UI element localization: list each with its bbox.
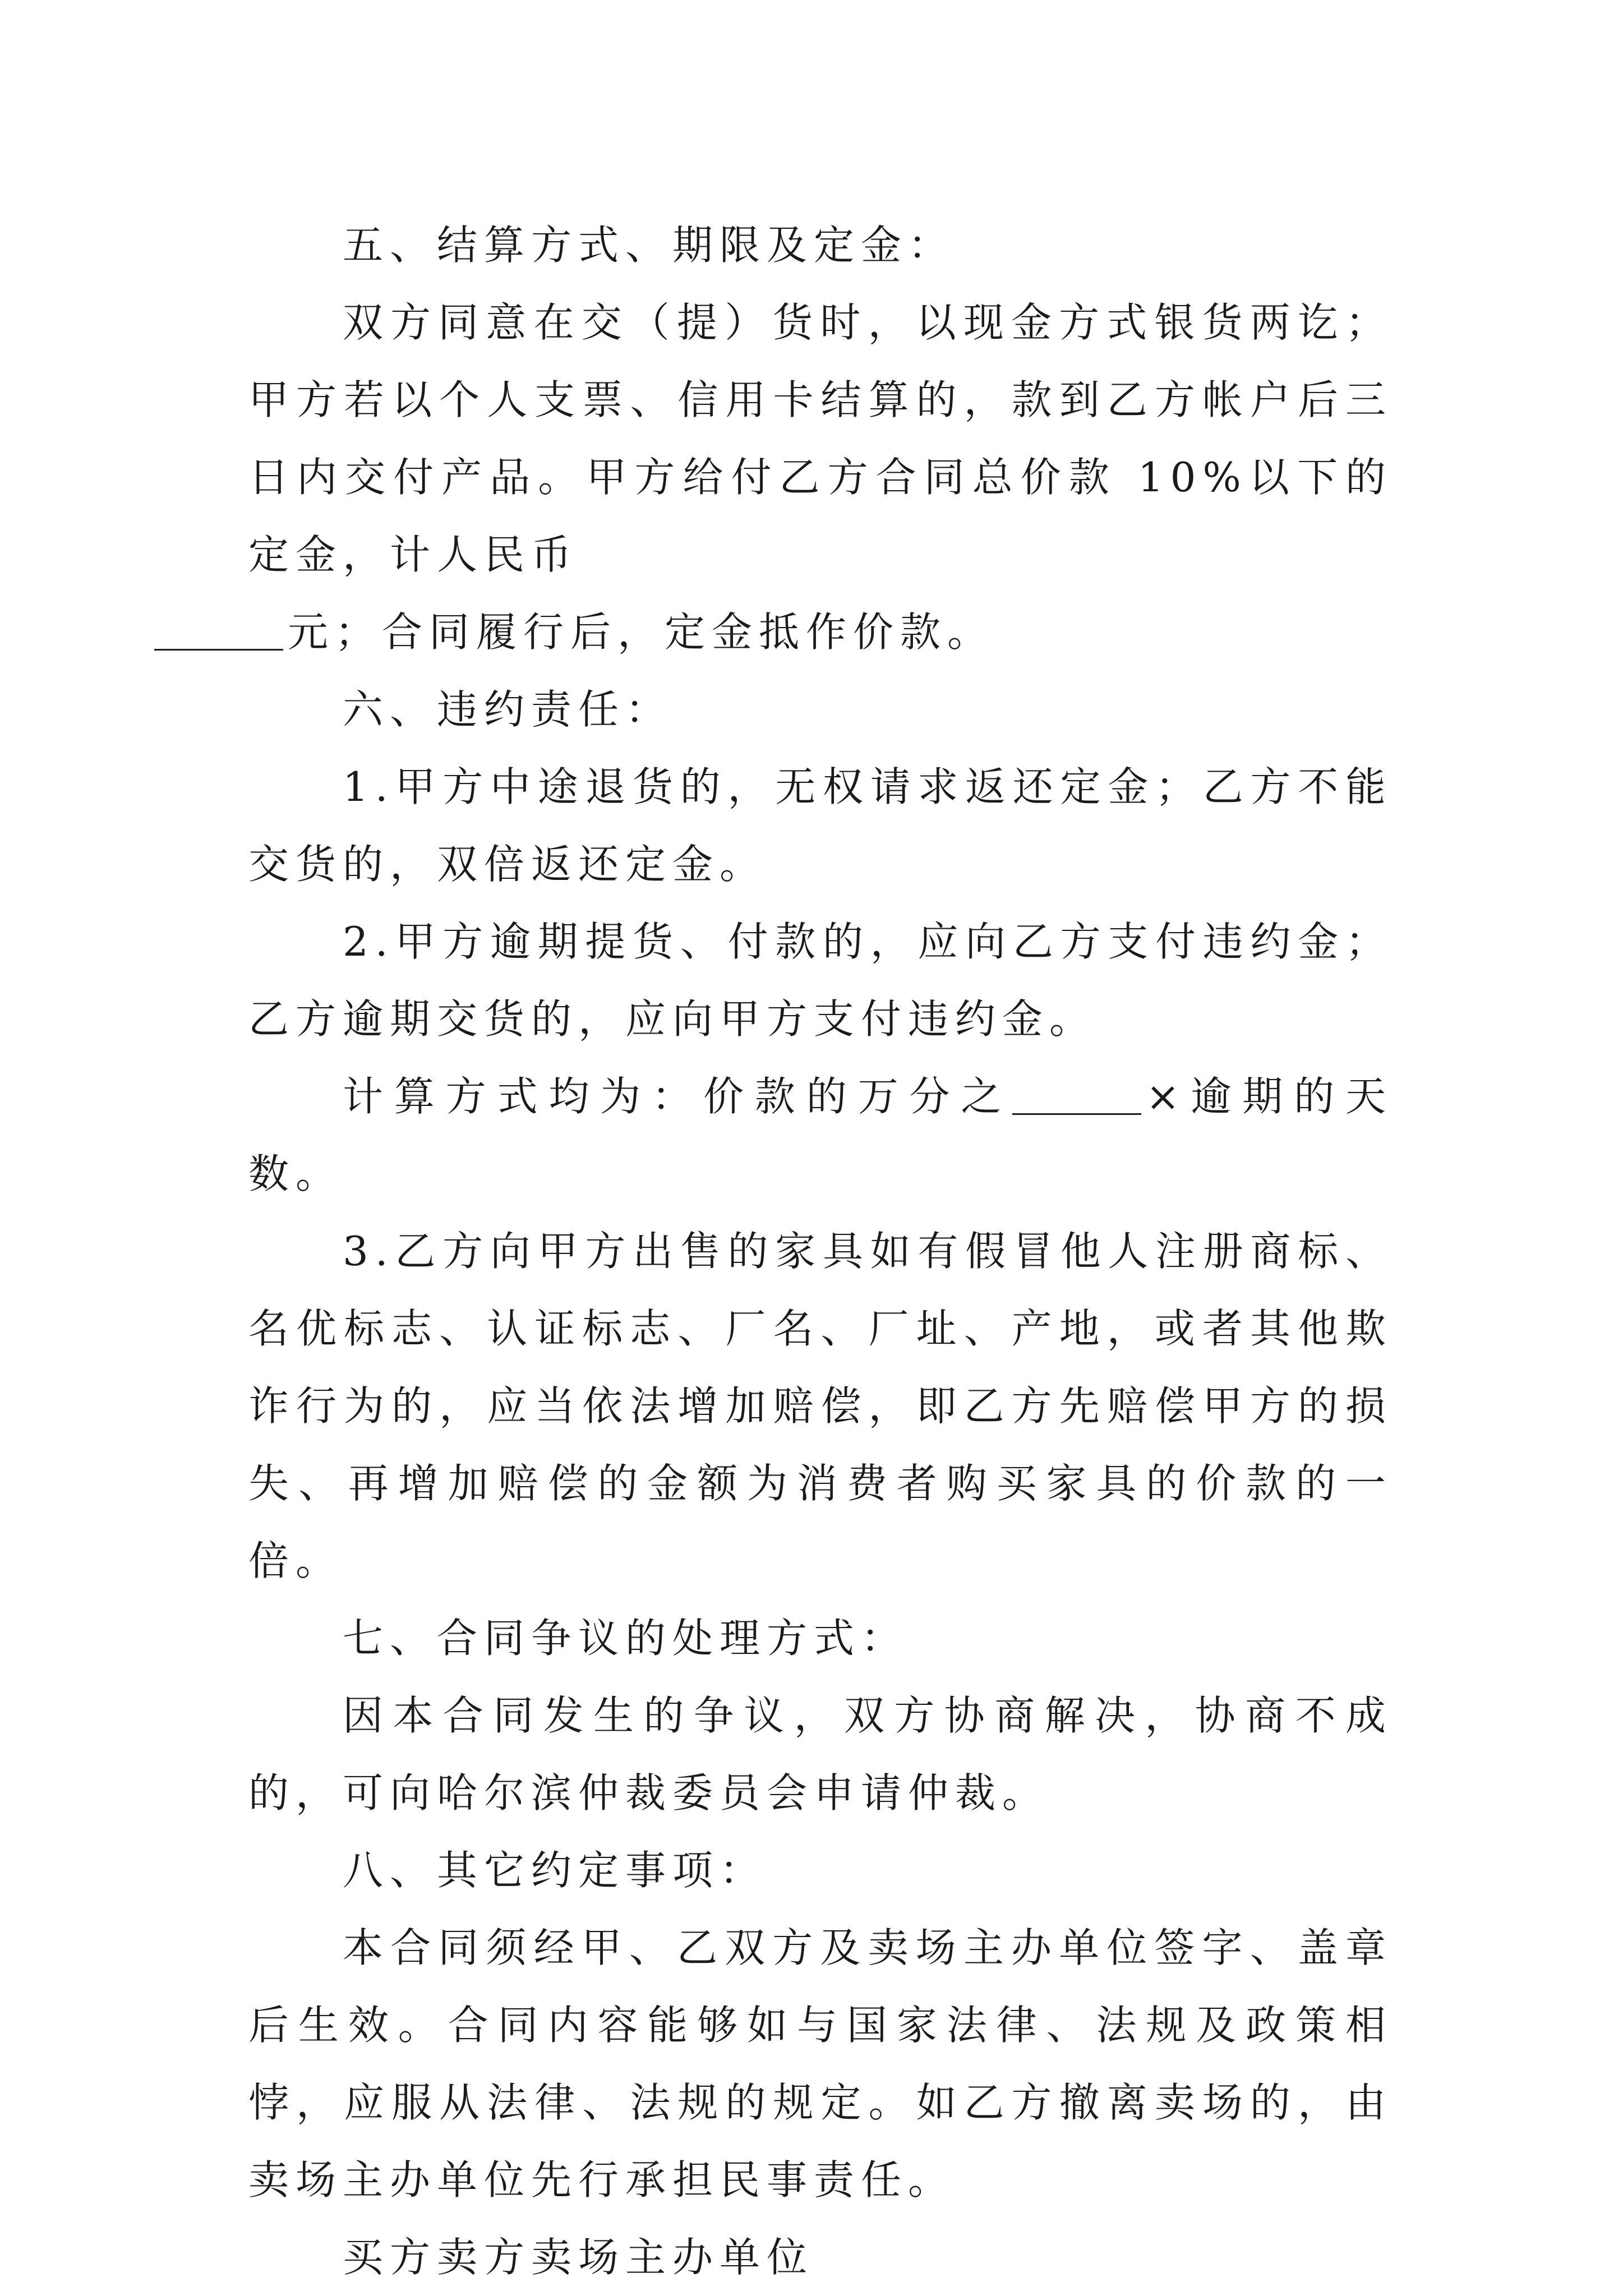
- calculation-text-end: ×逾期的天数。: [248, 1073, 1393, 1197]
- section-7-heading: 七、合同争议的处理方式：: [343, 1615, 909, 1662]
- section-6-item-2: 2.甲方逾期提货、付款的，应向乙方支付违约金；乙方逾期交货的，应向甲方支付违约金。: [248, 918, 1393, 1043]
- deposit-amount-blank: [154, 610, 283, 651]
- section-8-body: 本合同须经甲、乙双方及卖场主办单位签字、盖章后生效。合同内容能够如与国家法律、法规及政策相悖，应服从法律、法规的规定。如乙方撤离卖场的，由卖场主办单位先行承担民事责任。: [248, 1924, 1393, 2203]
- section-5-body-text: 双方同意在交（提）货时，以现金方式银货两讫；甲方若以个人支票、信用卡结算的，款到乙方帐户后三日内交付产品。甲方给付乙方合同总价款 10%以下的定金，计人民币: [248, 299, 1393, 578]
- signature-line: 买方卖方卖场主办单位: [343, 2234, 814, 2281]
- section-7-body: 因本合同发生的争议，双方协商解决，协商不成的，可向哈尔滨仲裁委员会申请仲裁。: [248, 1692, 1393, 1816]
- document-body: [248, 206, 1393, 2296]
- section-6-item-3: 3.乙方向甲方出售的家具如有假冒他人注册商标、名优标志、认证标志、厂名、厂址、产地，或者其他欺诈行为的，应当依法增加赔偿，即乙方先赔偿甲方的损失、再增加赔偿的金额为消费者购买家具的价款的一倍。: [248, 1228, 1393, 1584]
- section-5-heading: 五、结算方式、期限及定金：: [343, 222, 956, 269]
- calculation-text: 计算方式均为：价款的万分之: [343, 1073, 1013, 1120]
- section-6-item-1: 1.甲方中途退货的，无权请求返还定金；乙方不能交货的，双倍返还定金。: [248, 763, 1393, 888]
- section-5-body-end: 元；合同履行后，定金抵作价款。: [288, 608, 995, 656]
- rate-blank: [1012, 1074, 1141, 1115]
- section-5-body: [248, 284, 1393, 671]
- section-8-heading: 八、其它约定事项：: [343, 1847, 767, 1894]
- section-6-calculation: [248, 1058, 1393, 1212]
- section-6-heading: 六、违约责任：: [343, 686, 673, 733]
